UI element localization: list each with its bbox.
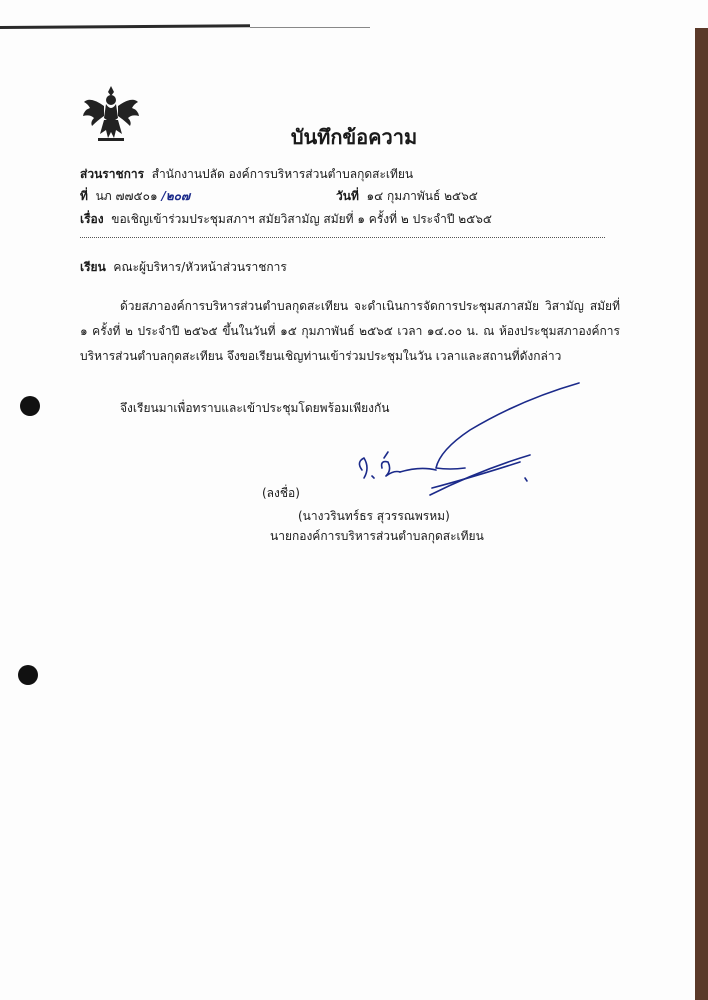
subject-value: ขอเชิญเข้าร่วมประชุมสภาฯ สมัยวิสามัญ สมัยที่ ๑ ครั้งที่ ๒ ประจำปี ๒๕๖๕ (111, 212, 492, 226)
to-value: คณะผู้บริหาร/หัวหน้าส่วนราชการ (113, 260, 287, 274)
date-label: วันที่ (336, 189, 359, 203)
page-top-edge-thin (250, 27, 370, 28)
subject-label: เรื่อง (80, 212, 104, 226)
paragraph-2-text: จึงเรียนมาเพื่อทราบและเข้าประชุมโดยพร้อมเพียงกัน (120, 401, 390, 415)
ref-handwritten-number: /๒๐๗ (161, 189, 191, 203)
signatory-name: (นางวรินทร์ธร สุวรรณพรหม) (298, 509, 450, 523)
ref-value: นภ ๗๗๕๐๑ (95, 189, 158, 203)
to-label: เรียน (80, 260, 106, 274)
memo-title: บันทึกข้อความ (290, 125, 418, 149)
header-divider (80, 237, 605, 238)
agency-label: ส่วนราชการ (80, 167, 145, 181)
punch-hole-lower (18, 665, 38, 685)
agency-line (80, 165, 413, 184)
agency-value: สำนักงานปลัด องค์การบริหารส่วนตำบลกุดสะเทียน (151, 167, 414, 181)
page-edge-shadow (695, 28, 708, 1000)
signatory-position: นายกองค์การบริหารส่วนตำบลกุดสะเทียน (270, 529, 484, 543)
punch-hole-upper (20, 396, 40, 416)
date-value: ๑๔ กุมภาพันธ์ ๒๕๖๕ (366, 189, 478, 203)
ref-label: ที่ (80, 189, 88, 203)
body-paragraph-1 (80, 294, 620, 369)
date-line (336, 187, 478, 206)
subject-line (80, 210, 492, 229)
sign-label: (ลงชื่อ) (262, 486, 300, 500)
reference-line (80, 187, 190, 206)
paragraph-1-text: ด้วยสภาองค์การบริหารส่วนตำบลกุดสะเทียน จะดำเนินการจัดการประชุมสภาสมัย วิสามัญ สมัยที่ ๑ ครั้งที่ ๒ ประจำปี ๒๕๖๕ ขึ้นในวันที่ ๑๕ กุมภาพันธ์ ๒๕๖๕ เวลา ๑๔.๐๐ น. ณ ห้องประชุมสภาองค์การบริหารส่วนตำบลกุดสะเทียน จึงขอเรียนเชิญท่านเข้าร่วมประชุมในวัน เวลาและสถานที่ดังกล่าว (80, 299, 620, 363)
salutation-line (80, 258, 287, 277)
body-paragraph-2 (80, 396, 620, 421)
